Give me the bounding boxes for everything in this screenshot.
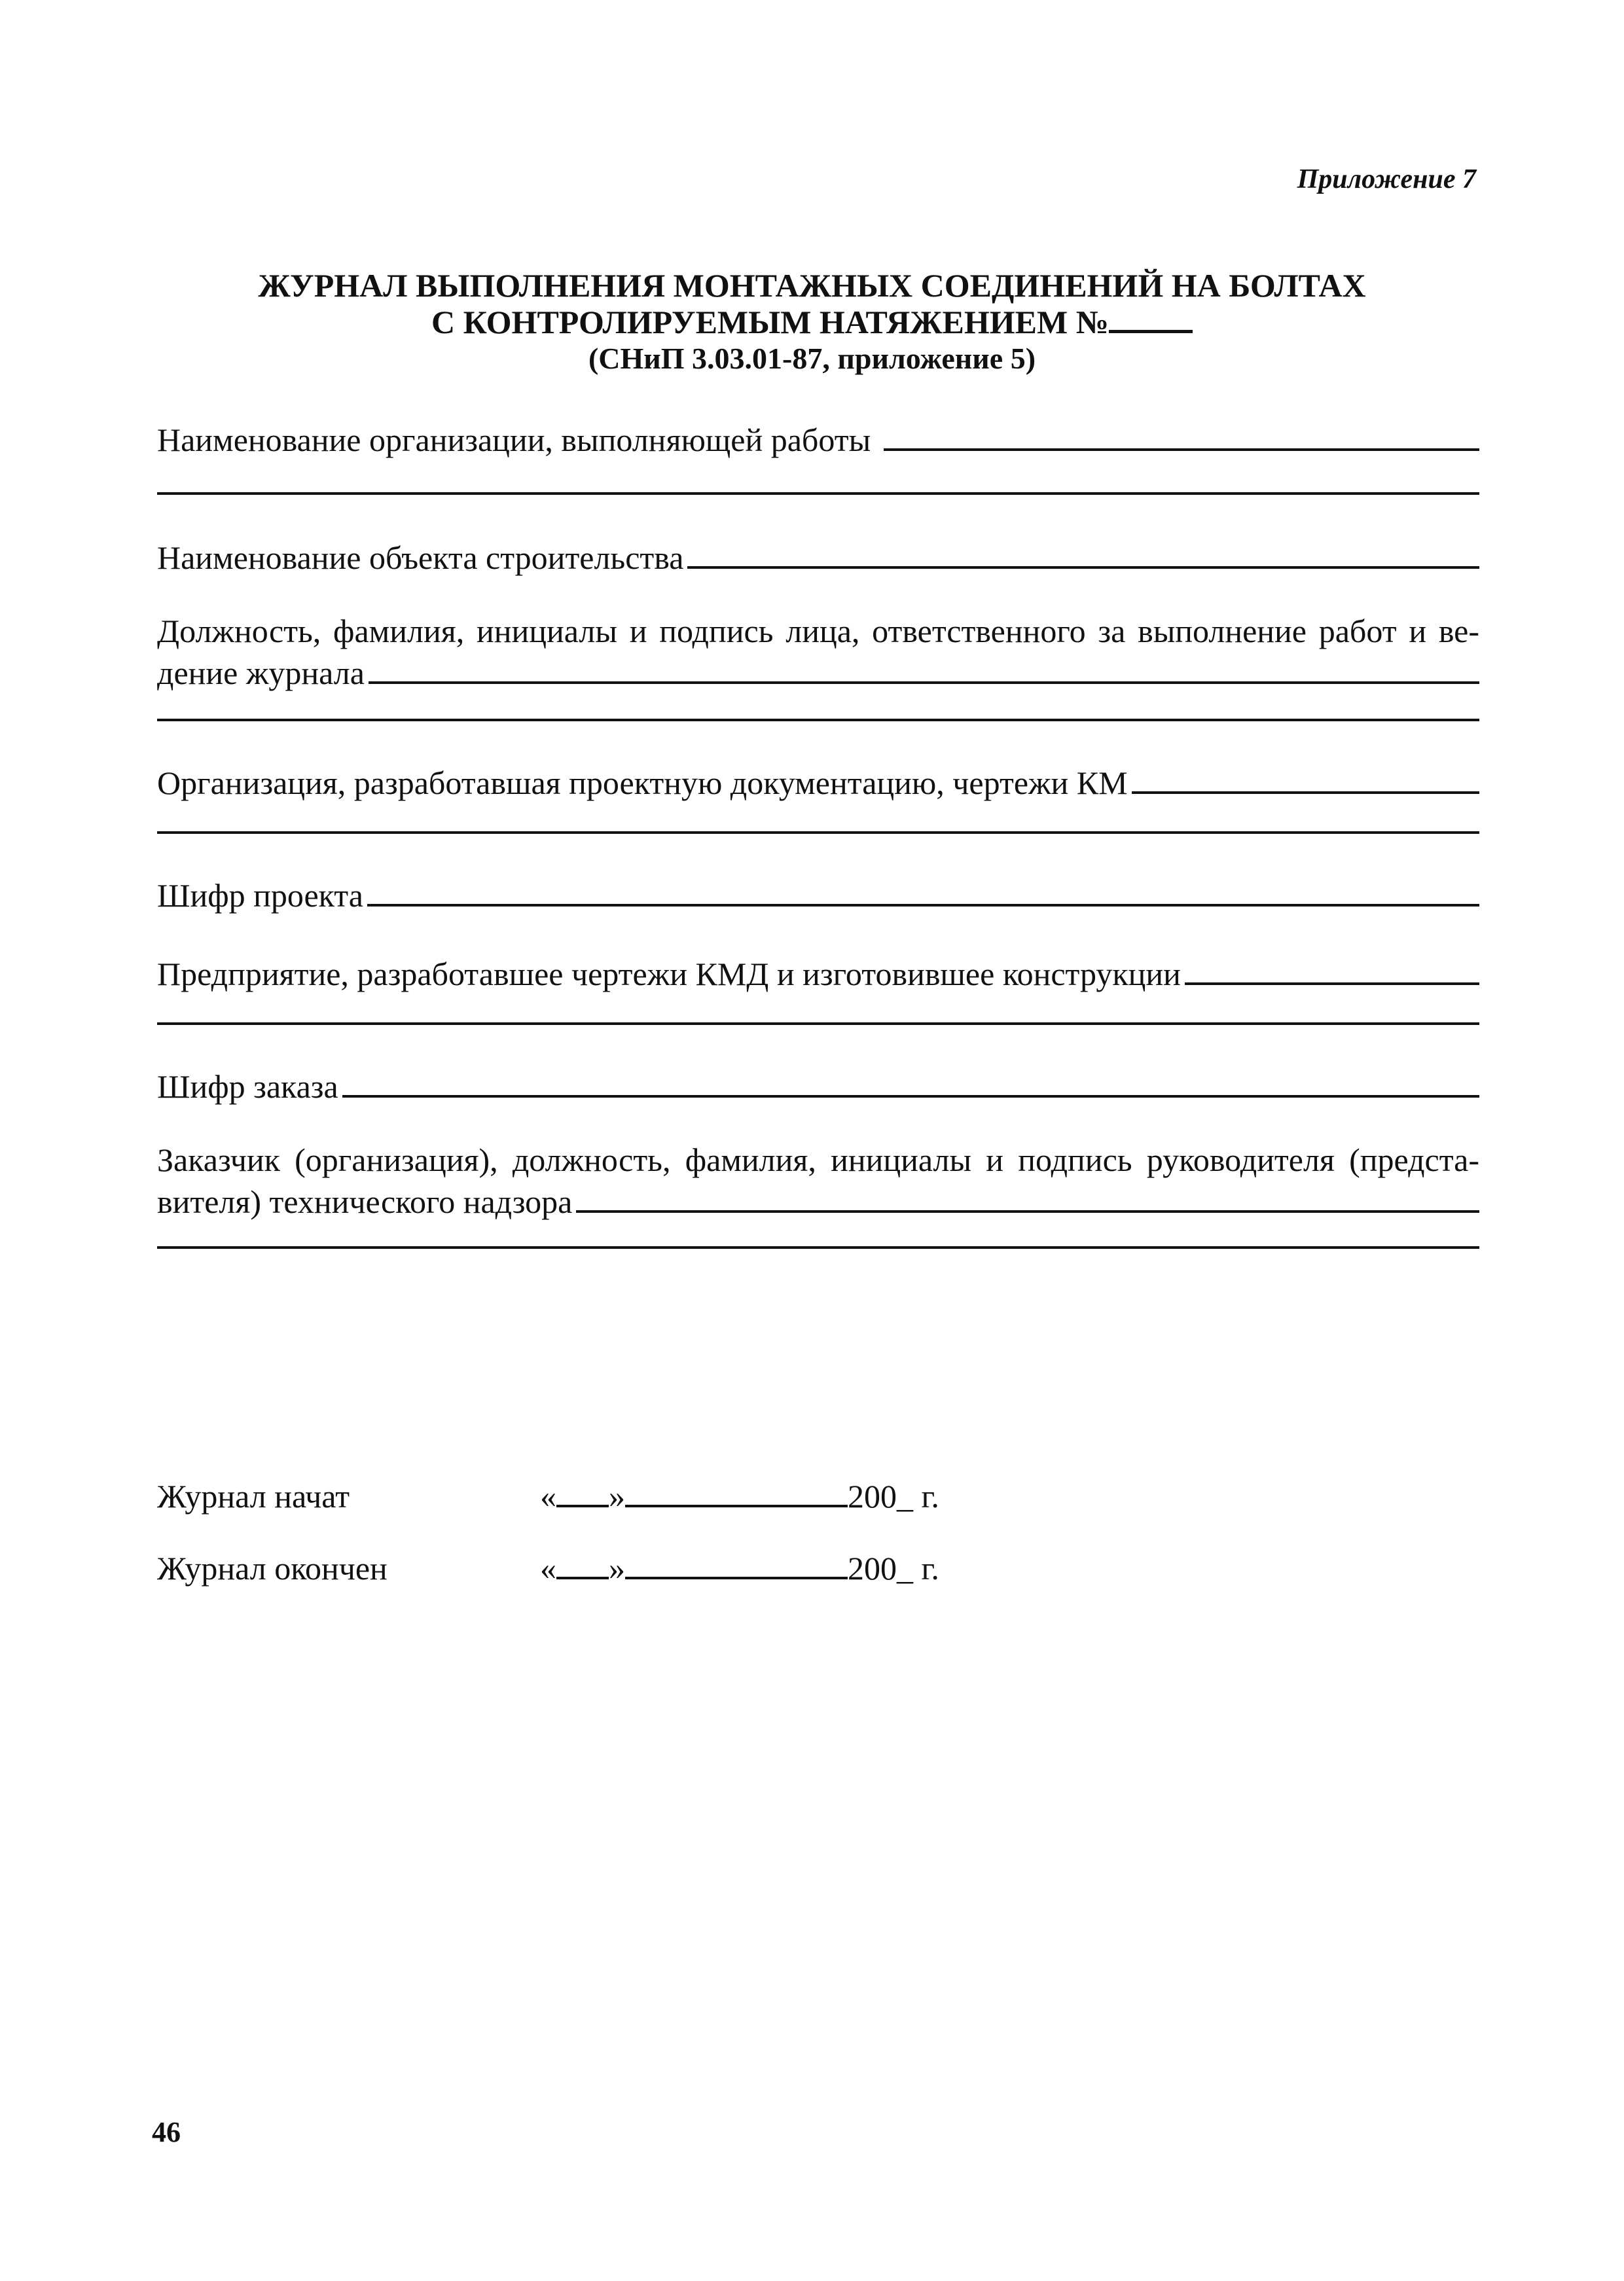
close-quote: »: [609, 1550, 625, 1587]
project-code-blank[interactable]: [367, 875, 1479, 907]
design-org-label: Организация, разработавшая проектную документацию, чертежи КМ: [157, 764, 1128, 801]
open-quote: «: [540, 1550, 556, 1587]
manufacturer-field: [157, 953, 1479, 995]
project-code-label: Шифр проекта: [157, 877, 363, 914]
responsible-line-1: Должность, фамилия, инициалы и подпись лица, ответственного за выполнение работ и ве-: [157, 613, 1479, 649]
order-code-field: [157, 1066, 1479, 1107]
manufacturer-label: Предприятие, разработавшее чертежи КМД и изготовившее конструкции: [157, 956, 1181, 992]
responsible-field: [157, 652, 1479, 694]
design-org-blank[interactable]: [1132, 763, 1479, 794]
title-line-1: ЖУРНАЛ ВЫПОЛНЕНИЯ МОНТАЖНЫХ СОЕДИНЕНИЙ НА БОЛТАХ: [258, 267, 1366, 304]
design-org-blank-line-2[interactable]: [157, 831, 1479, 834]
customer-line-1: Заказчик (организация), должность, фамилия, инициалы и подпись руководителя (предста-: [157, 1141, 1479, 1178]
open-quote: «: [540, 1478, 556, 1515]
customer-field: [157, 1181, 1479, 1223]
journal-number-blank[interactable]: [1109, 304, 1193, 333]
object-label: Наименование объекта строительства: [157, 539, 684, 576]
organization-blank-line-2[interactable]: [157, 492, 1479, 495]
design-org-field: [157, 762, 1479, 804]
organization-field: [157, 419, 1479, 461]
title-line-3: (СНиП 3.03.01-87, приложение 5): [588, 342, 1036, 375]
project-code-field: [157, 874, 1479, 916]
organization-blank[interactable]: [884, 420, 1479, 451]
started-day-blank[interactable]: [556, 1476, 609, 1507]
finished-month-blank[interactable]: [625, 1548, 848, 1579]
document-title: [0, 267, 1624, 377]
manufacturer-blank-line-2[interactable]: [157, 1022, 1479, 1025]
finished-day-blank[interactable]: [556, 1548, 609, 1579]
customer-blank-line-2[interactable]: [157, 1246, 1479, 1249]
started-month-blank[interactable]: [625, 1476, 848, 1507]
customer-blank[interactable]: [576, 1181, 1479, 1213]
order-code-label: Шифр заказа: [157, 1068, 338, 1105]
organization-label: Наименование организации, выполняющей работы: [157, 422, 871, 458]
started-year: 200_ г.: [848, 1478, 939, 1515]
appendix-label: Приложение 7: [1297, 164, 1476, 194]
order-code-blank[interactable]: [342, 1066, 1479, 1098]
responsible-blank[interactable]: [369, 653, 1479, 684]
title-line-2-text: С КОНТРОЛИРУЕМЫМ НАТЯЖЕНИЕМ №: [431, 304, 1109, 340]
journal-finished-label: Журнал окончен: [157, 1550, 388, 1587]
journal-started-date: [540, 1475, 939, 1517]
title-line-2: [0, 304, 1624, 340]
close-quote: »: [609, 1478, 625, 1515]
page-number: 46: [152, 2116, 181, 2148]
object-field: [157, 537, 1479, 579]
journal-started-label: Журнал начат: [157, 1478, 350, 1515]
object-blank[interactable]: [687, 537, 1479, 569]
manufacturer-blank[interactable]: [1185, 954, 1479, 985]
responsible-label: дение журнала: [157, 655, 365, 691]
journal-finished-date: [540, 1547, 939, 1589]
responsible-blank-line-2[interactable]: [157, 719, 1479, 721]
finished-year: 200_ г.: [848, 1550, 939, 1587]
customer-label: вителя) технического надзора: [157, 1183, 573, 1220]
